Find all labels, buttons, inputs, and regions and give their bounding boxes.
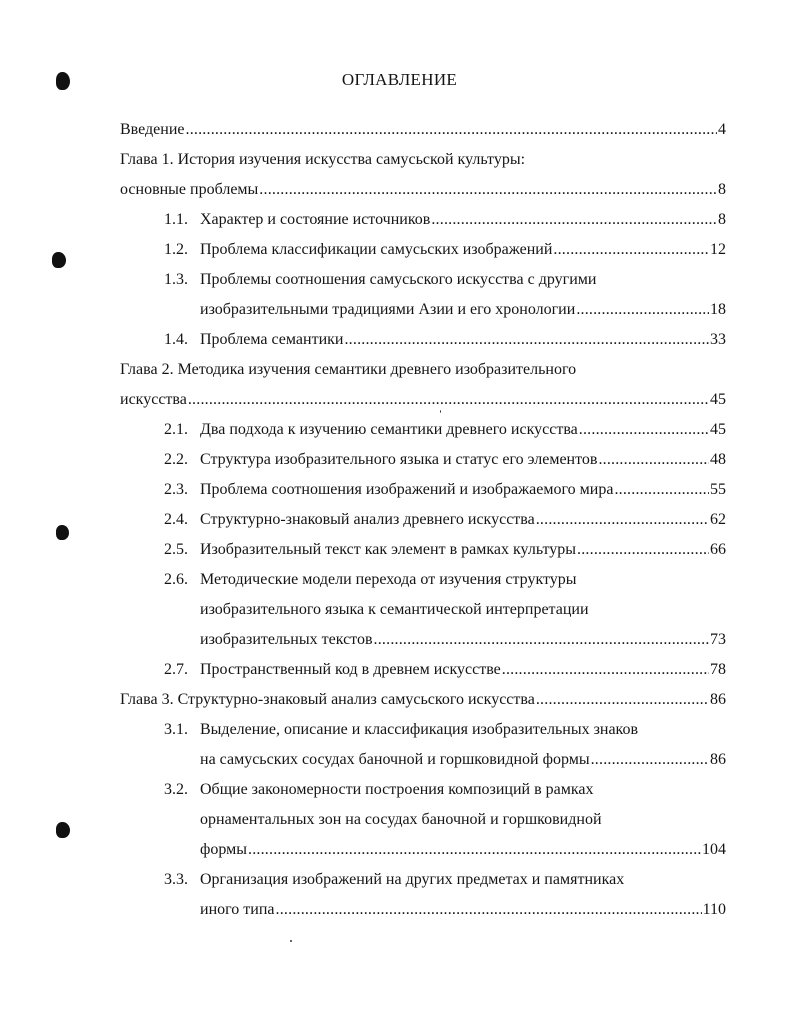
toc-entry-number: 3.3. — [164, 871, 188, 888]
toc-entry-number: 1.3. — [164, 271, 188, 288]
hole-punch-mark — [56, 72, 70, 90]
dot-leader — [431, 208, 717, 232]
toc-entry-page: 45 — [710, 391, 726, 408]
hole-punch-mark — [56, 822, 70, 838]
toc-entry-text: основные проблемы — [120, 181, 259, 198]
toc-entry — [0, 718, 799, 742]
page-title: ОГЛАВЛЕНИЕ — [341, 70, 458, 89]
dot-leader — [536, 508, 709, 532]
toc-entry-page: 8 — [718, 181, 726, 198]
toc-entry-page: 86 — [710, 691, 726, 708]
scan-speck — [290, 940, 292, 942]
dot-leader — [502, 658, 709, 682]
toc-entry-text: изобразительных текстов — [200, 631, 373, 648]
toc-entry-text: Структура изобразительного языка и статус его элементов — [200, 451, 598, 468]
dot-leader — [188, 388, 709, 412]
toc-entry-text: Методические модели перехода от изучения структуры — [200, 571, 577, 588]
toc-entry-page: 33 — [710, 331, 726, 348]
toc-entry-number: 2.5. — [164, 541, 188, 558]
toc-entry-page: 104 — [702, 841, 726, 858]
toc-entry-number: 2.7. — [164, 661, 188, 678]
dot-leader — [248, 838, 701, 862]
dot-leader — [536, 688, 709, 712]
toc-entry — [0, 148, 799, 172]
toc-entry-text: формы — [200, 841, 247, 858]
toc-entry-page: 110 — [702, 901, 726, 918]
toc-entry-number: 3.1. — [164, 721, 188, 738]
toc-entry — [0, 418, 799, 442]
toc-entry — [0, 118, 799, 142]
toc-entry-text: изобразительными традициями Азии и его хронологии — [200, 301, 576, 318]
toc-entry — [0, 178, 799, 202]
toc-entry-text: Структурно-знаковый анализ древнего искусства — [200, 511, 535, 528]
toc-entry-text: Характер и состояние источников — [200, 211, 431, 228]
toc-entry — [0, 898, 799, 922]
toc-entry-page: 18 — [710, 301, 726, 318]
toc-entry — [0, 658, 799, 682]
toc-entry-text: искусства — [120, 391, 187, 408]
toc-entry-text: Общие закономерности построения композиций в рамках — [200, 781, 594, 798]
toc-entry-number: 1.4. — [164, 331, 188, 348]
toc-entry — [0, 628, 799, 652]
dot-leader — [186, 118, 718, 142]
dot-leader — [344, 328, 709, 352]
toc-entry — [0, 748, 799, 772]
toc-entry-text: Глава 1. История изучения искусства самусьской культуры: — [120, 151, 526, 168]
dot-leader — [553, 238, 709, 262]
toc-entry-number: 2.2. — [164, 451, 188, 468]
toc-entry — [0, 838, 799, 862]
toc-entry-page: 4 — [718, 121, 726, 138]
toc-entry — [0, 238, 799, 262]
toc-entry-text: Организация изображений на других предметах и памятниках — [200, 871, 625, 888]
toc-entry-page: 12 — [710, 241, 726, 258]
toc-entry-text: иного типа — [200, 901, 275, 918]
toc-entry-text: Проблема классификации самусьских изображений — [200, 241, 553, 258]
dot-leader — [374, 628, 709, 652]
toc-entry-text: орнаментальных зон на сосудах баночной и горшковидной — [200, 811, 602, 828]
toc-entry-text: Выделение, описание и классификация изобразительных знаков — [200, 721, 639, 738]
toc-entry-text: Пространственный код в древнем искусстве — [200, 661, 501, 678]
toc-entry-text: Изобразительный текст как элемент в рамках культуры — [200, 541, 577, 558]
toc-entry — [0, 568, 799, 592]
toc-entry — [0, 478, 799, 502]
toc-entry-text: на самусьских сосудах баночной и горшковидной формы — [200, 751, 590, 768]
toc-entry-text: изобразительного языка к семантической интерпретации — [200, 601, 589, 618]
toc-entry-number: 2.4. — [164, 511, 188, 528]
dot-leader — [276, 898, 702, 922]
dot-leader — [598, 448, 709, 472]
toc-entry — [0, 778, 799, 802]
toc-entry — [0, 298, 799, 322]
toc-entry-page: 8 — [718, 211, 726, 228]
toc-entry-number: 1.1. — [164, 211, 188, 228]
toc-entry-text: Проблемы соотношения самусьского искусства с другими — [200, 271, 597, 288]
toc-entry-text: Глава 3. Структурно-знаковый анализ самусьского искусства — [120, 691, 535, 708]
dot-leader — [579, 418, 709, 442]
toc-entry — [0, 808, 799, 832]
toc-entry-number: 3.2. — [164, 781, 188, 798]
dot-leader — [259, 178, 717, 202]
toc-entry-number: 2.1. — [164, 421, 188, 438]
toc-entry — [0, 328, 799, 352]
toc-entry-page: 78 — [710, 661, 726, 678]
toc-entry — [0, 868, 799, 892]
dot-leader — [577, 538, 709, 562]
toc-entry — [0, 538, 799, 562]
toc-entry-page: 55 — [710, 481, 726, 498]
toc-entry-text: Два подхода к изучению семантики древнего искусства — [200, 421, 578, 438]
toc-entry — [0, 268, 799, 292]
toc-entry-page: 45 — [710, 421, 726, 438]
toc-entry — [0, 508, 799, 532]
toc-entry — [0, 208, 799, 232]
toc-entry — [0, 448, 799, 472]
toc-entry-page: 66 — [710, 541, 726, 558]
dot-leader — [591, 748, 709, 772]
toc-entry-number: 2.6. — [164, 571, 188, 588]
toc-entry — [0, 688, 799, 712]
dot-leader — [576, 298, 709, 322]
toc-entry — [0, 598, 799, 622]
toc-entry — [0, 388, 799, 412]
toc-entry-text: Проблема семантики — [200, 331, 344, 348]
dot-leader — [614, 478, 709, 502]
toc-entry-page: 73 — [710, 631, 726, 648]
toc-entry-page: 86 — [710, 751, 726, 768]
toc-entry-text: Глава 2. Методика изучения семантики древнего изобразительного — [120, 361, 577, 378]
toc-entry-text: Введение — [120, 121, 185, 138]
toc-entry-page: 62 — [710, 511, 726, 528]
toc-entry-text: Проблема соотношения изображений и изображаемого мира — [200, 481, 614, 498]
scan-speck — [440, 410, 441, 413]
toc-entry-number: 1.2. — [164, 241, 188, 258]
hole-punch-mark — [52, 252, 66, 268]
toc-entry-page: 48 — [710, 451, 726, 468]
toc-entry-number: 2.3. — [164, 481, 188, 498]
hole-punch-mark — [56, 525, 69, 540]
toc-entry — [0, 358, 799, 382]
